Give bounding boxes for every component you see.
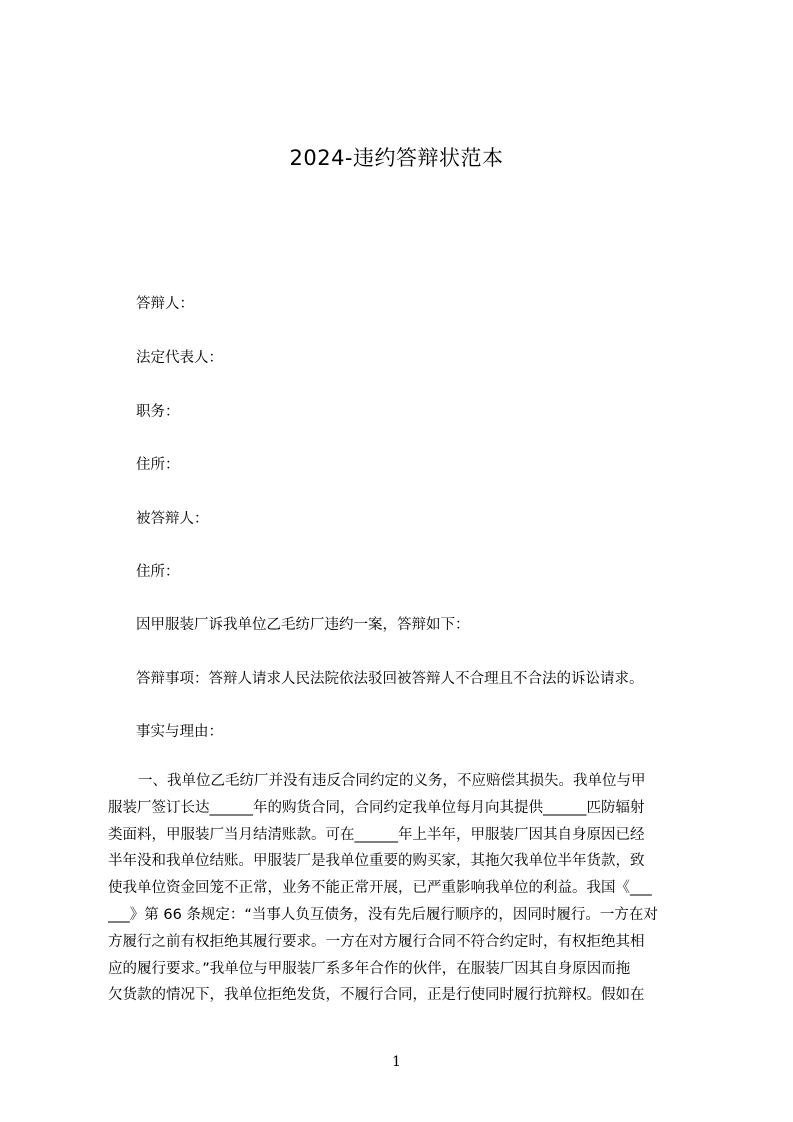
respondent-label: 答辩人： [136,296,194,312]
body-line: 方履行之前有权拒绝其履行要求。一方在对方履行合同不符合约定时，有权拒绝其相 [108,933,645,950]
body-line: ___》第 66 条规定：“当事人负互债务，没有先后履行顺序的，因同时履行。一方在对 [108,906,658,923]
address-label: 住所： [136,457,180,473]
plaintiff-address-label: 住所： [136,564,180,580]
body-line: 欠货款的情况下，我单位拒绝发货，不履行合同，正是行使同时履行抗辩权。假如在 [108,987,645,1004]
body-line: 类面料，甲服装厂当月结清账款。可在______年上半年，甲服装厂因其自身原因已经 [108,826,645,843]
page-number: 1 [392,1054,401,1070]
position-label: 职务： [136,404,180,420]
body-line: 一、我单位乙毛纺厂并没有违反合同约定的义务，不应赔偿其损失。我单位与甲 [138,773,646,789]
defense-matters: 答辩事项：答辩人请求人民法院依法驳回被答辩人不合理且不合法的诉讼请求。 [136,671,644,687]
body-line: 使我单位资金回笼不正常，业务不能正常开展，已严重影响我单位的利益。我国《___ [108,880,652,897]
document-title: 2024-违约答辩状范本 [289,146,504,170]
legal-representative-label: 法定代表人： [136,350,223,366]
body-line: 服装厂签订长达______年的购货合同，合同约定我单位每月向其提供______匹防辐射 [108,799,645,816]
facts-and-reasons-heading: 事实与理由： [136,724,223,740]
plaintiff-label: 被答辩人： [136,511,209,527]
body-line: 应的履行要求。”我单位与甲服装厂系多年合作的伙伴，在服装厂因其自身原因而拖 [108,960,631,977]
body-paragraph [108,768,694,1009]
body-line: 半年没和我单位结账。甲服装厂是我单位重要的购买家，其拖欠我单位半年货款，致 [108,853,645,870]
case-intro: 因甲服装厂诉我单位乙毛纺厂违约一案，答辩如下： [136,617,470,633]
